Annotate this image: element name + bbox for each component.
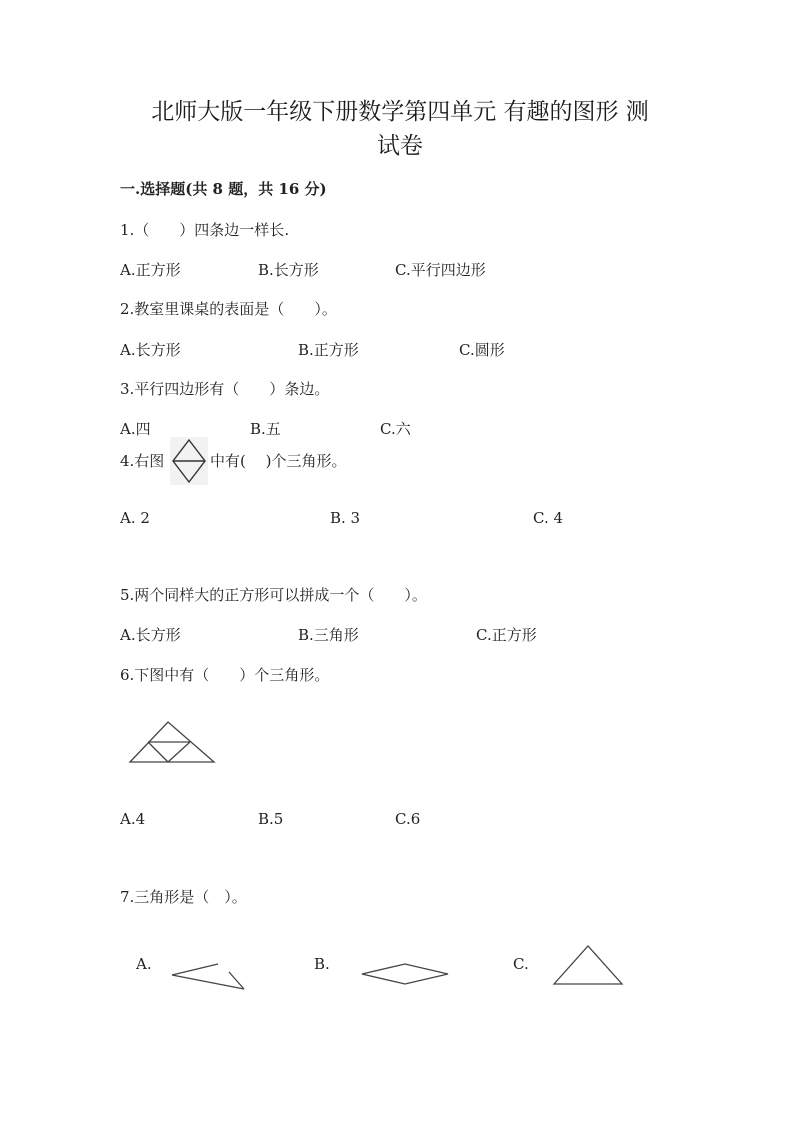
- q1-option-a[interactable]: A.正方形: [120, 261, 181, 279]
- section-heading: 一.选择题(共 8 题，共 16 分): [120, 180, 327, 198]
- q6-option-b[interactable]: B.5: [258, 810, 284, 828]
- q5-option-a[interactable]: A.长方形: [120, 626, 181, 644]
- question-3: 3.平行四边形有（ ）条边。: [120, 380, 330, 398]
- page-title-line1: 北师大版一年级下册数学第四单元 有趣的图形 测: [151, 99, 649, 125]
- q3-option-b[interactable]: B.五: [250, 420, 281, 438]
- rhombus-shape: [360, 962, 450, 986]
- q2-option-a[interactable]: A.长方形: [120, 341, 181, 359]
- q5-option-b[interactable]: B.三角形: [298, 626, 359, 644]
- q7-option-c[interactable]: C.: [513, 955, 529, 973]
- q6-option-c[interactable]: C.6: [395, 810, 421, 828]
- q6-option-a[interactable]: A.4: [120, 810, 146, 828]
- question-6: 6.下图中有（ ）个三角形。: [120, 666, 330, 684]
- q7-option-a[interactable]: A.: [136, 955, 152, 973]
- q3-option-a[interactable]: A.四: [120, 420, 151, 438]
- q3-option-c[interactable]: C.六: [380, 420, 411, 438]
- q5-option-c[interactable]: C.正方形: [476, 626, 537, 644]
- diamond-triangles-icon: [170, 437, 208, 485]
- q2-option-b[interactable]: B.正方形: [298, 341, 359, 359]
- q1-option-b[interactable]: B.长方形: [258, 261, 319, 279]
- q2-option-c[interactable]: C.圆形: [459, 341, 505, 359]
- question-4-suffix: 中有( )个三角形。: [210, 452, 347, 470]
- q1-option-c[interactable]: C.平行四边形: [395, 261, 486, 279]
- triangle-shape: [552, 944, 624, 986]
- nested-triangles-figure: [128, 720, 216, 764]
- question-1: 1.（ ）四条边一样长.: [120, 221, 290, 239]
- question-4-prefix: 4.右图: [120, 452, 165, 470]
- question-7: 7.三角形是（ ）。: [120, 888, 247, 906]
- q4-option-c[interactable]: C. 4: [533, 509, 564, 527]
- q4-option-b[interactable]: B. 3: [330, 509, 361, 527]
- question-2: 2.教室里课桌的表面是（ ）。: [120, 300, 337, 318]
- question-5: 5.两个同样大的正方形可以拼成一个（ ）。: [120, 586, 427, 604]
- page-title-line2: 试卷: [377, 133, 423, 159]
- q4-option-a[interactable]: A. 2: [120, 509, 150, 527]
- q7-option-b[interactable]: B.: [314, 955, 330, 973]
- open-triangle-shape: [170, 962, 248, 992]
- diamond-figure: [170, 437, 208, 485]
